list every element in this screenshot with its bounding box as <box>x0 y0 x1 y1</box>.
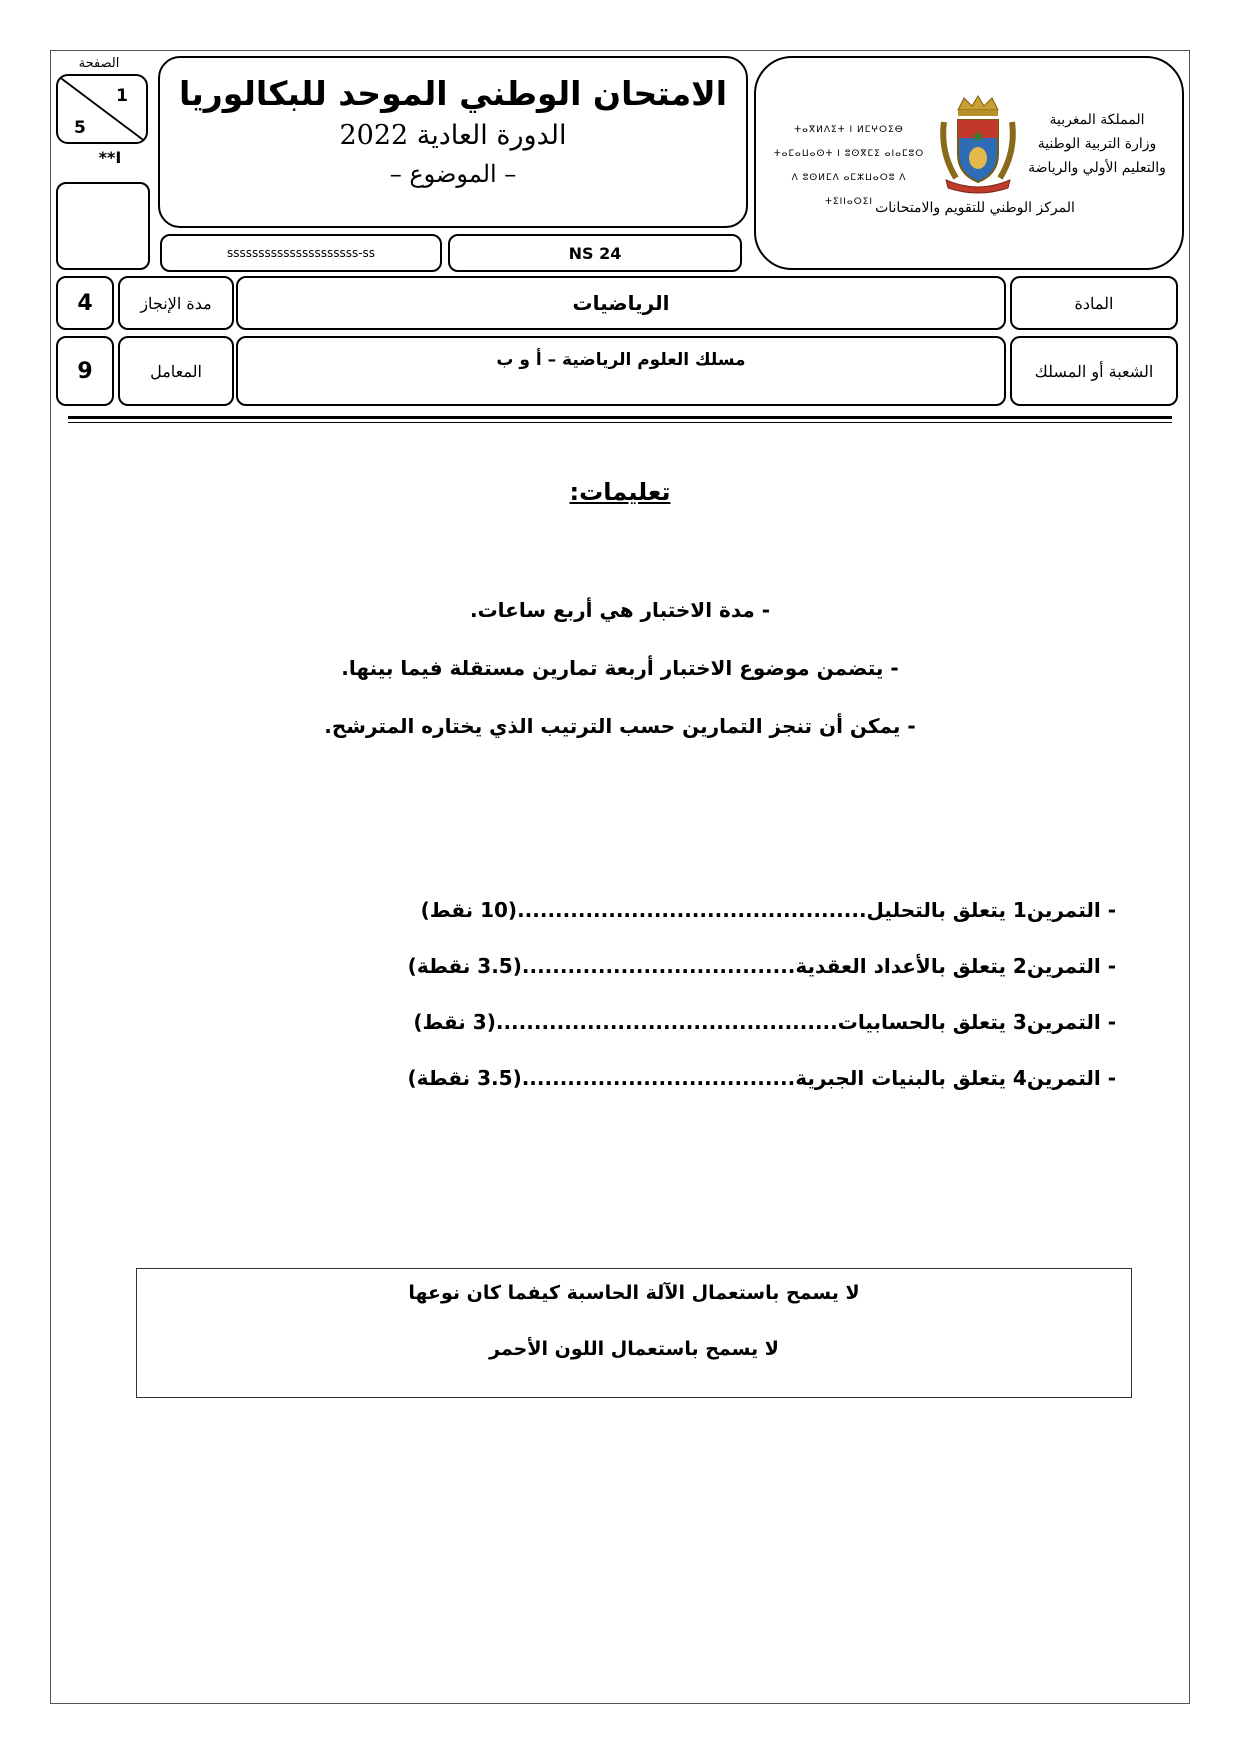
page-code: **I <box>98 148 122 167</box>
exam-title: الامتحان الوطني الموحد للبكالوريا <box>178 74 728 113</box>
page-counter-box <box>56 74 148 144</box>
blank-box <box>56 182 150 270</box>
instruction-line-2: - يتضمن موضوع الاختبار أربعة تمارين مستقلة فيما بينها. <box>341 656 899 680</box>
ministry-arabic-line-1: المملكة المغربية <box>1049 112 1145 128</box>
separator-rule <box>68 416 1172 419</box>
subject-label: المادة <box>1010 276 1178 330</box>
subject-value: الرياضيات <box>236 276 1006 330</box>
instruction-line-3: - يمكن أن تنجز التمارين حسب الترتيب الذي يختاره المترشح. <box>324 714 916 738</box>
exercise-line-2: - التمرين2 يتعلق بالأعداد العقدية....................................(3.5 نقطة) <box>407 954 1116 978</box>
exercise-line-1: - التمرين1 يتعلق بالتحليل..............................................(10 نقط) <box>420 898 1116 922</box>
exercise-line-3: - التمرين3 يتعلق بالحسابيات.............................................(3 نقط) <box>413 1010 1116 1034</box>
page-current: 1 <box>116 86 128 106</box>
track-label: الشعبة أو المسلك <box>1010 336 1178 406</box>
duration-value: 4 <box>56 276 114 330</box>
duration-label: مدة الإنجاز <box>118 276 234 330</box>
exam-code-left: sssssssssssssssssssss-ss <box>160 234 442 272</box>
ministry-tifinagh-line-1: ⵜⴰⴳⵍⴷⵉⵜ ⵏ ⵍⵎⵖⵔⵉⴱ <box>794 125 904 135</box>
ministry-center: المركز الوطني للتقويم والامتحانات <box>875 200 1075 216</box>
royal-crest-icon <box>936 92 1020 196</box>
instruction-line-1: - مدة الاختبار هي أربع ساعات. <box>469 598 771 622</box>
notice-line-1: لا يسمح باستعمال الآلة الحاسبة كيفما كان نوعها <box>408 1282 860 1304</box>
ministry-arabic-line-3: والتعليم الأولي والرياضة <box>1028 160 1166 176</box>
coefficient-label: المعامل <box>118 336 234 406</box>
ministry-tifinagh-line-3: ⴷ ⵓⵙⵍⵎⴷ ⴰⵎⵣⵡⴰⵔⵓ ⴷ ⵜⵉⵏⵏⴰⵔⵉⵏ <box>791 173 907 207</box>
exam-session: الدورة العادية 2022 <box>339 120 567 151</box>
page-label: الصفحة <box>78 56 120 71</box>
page-total: 5 <box>74 118 86 138</box>
exercise-line-4: - التمرين4 يتعلق بالبنيات الجبرية....................................(3.5 نقطة) <box>407 1066 1116 1090</box>
track-value: مسلك العلوم الرياضية – أ و ب <box>236 336 1006 406</box>
exam-code-right: NS 24 <box>448 234 742 272</box>
notice-line-2: لا يسمح باستعمال اللون الأحمر <box>489 1338 779 1360</box>
exam-subject-label: – الموضوع – <box>389 160 517 188</box>
coefficient-value: 9 <box>56 336 114 406</box>
ministry-arabic-line-2: وزارة التربية الوطنية <box>1037 136 1157 152</box>
ministry-tifinagh-line-2: ⵜⴰⵎⴰⵡⴰⵙⵜ ⵏ ⵓⵙⴳⵎⵉ ⴰⵏⴰⵎⵓⵔ <box>773 149 925 159</box>
separator-rule-thin <box>68 422 1172 423</box>
instructions-title: تعليمات: <box>569 478 671 506</box>
page-counter-diagonal <box>58 76 146 142</box>
